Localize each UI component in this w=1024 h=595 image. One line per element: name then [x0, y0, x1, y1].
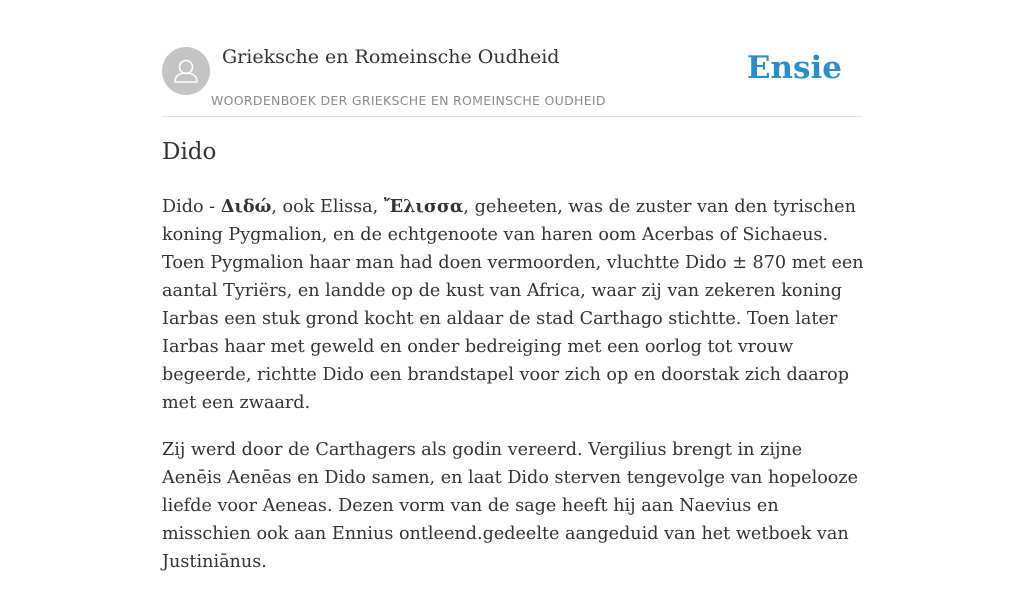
site-title[interactable]: Grieksche en Romeinsche Oudheid: [222, 46, 560, 68]
user-avatar-icon[interactable]: [162, 47, 210, 95]
entry-title: Dido: [162, 139, 217, 165]
entry-paragraph-1: [162, 193, 864, 417]
site-subtitle: WOORDENBOEK DER GRIEKSCHE EN ROMEINSCHE OUDHEID: [211, 93, 606, 108]
site-header: [162, 0, 862, 117]
paragraph-text: , ook Elissa,: [271, 197, 384, 217]
greek-term-dido: Διδώ: [220, 196, 272, 217]
ensie-logo-link[interactable]: Ensie: [746, 50, 842, 86]
user-silhouette-icon: [162, 47, 210, 95]
greek-term-elissa: Ἔλισσα: [383, 196, 464, 217]
paragraph-text: , geheeten, was de zuster van den tyrischen koning Pygmalion, en de echtgenoote van haren oom Acerbas of Sichaeus. Toen Pygmalion haar man had doen vermoorden, vluchtte Dido ± 870 met een aantal Tyriërs, en landde op de kust van Africa, waar zij van zekeren koning Iarbas een stuk grond kocht en aldaar de stad Carthago stichtte. Toen later Iarbas haar met geweld en onder bedreiging met een oorlog tot vrouw begeerde, richtte Dido een brandstapel voor zich op en doorstak zich daarop met een zwaard.: [162, 197, 864, 413]
entry-body: [162, 193, 864, 595]
paragraph-text: Dido -: [162, 197, 221, 217]
entry-paragraph-2: Zij werd door de Carthagers als godin vereerd. Vergilius brengt in zijne Aenēis Aenēas en Dido samen, en laat Dido sterven tengevolge van hopelooze liefde voor Aeneas. Dezen vorm van de sage heeft hij aan Naevius en misschien ook aan Ennius ontleend.gedeelte aangeduid van het wetboek van Justiniānus.: [162, 440, 859, 572]
